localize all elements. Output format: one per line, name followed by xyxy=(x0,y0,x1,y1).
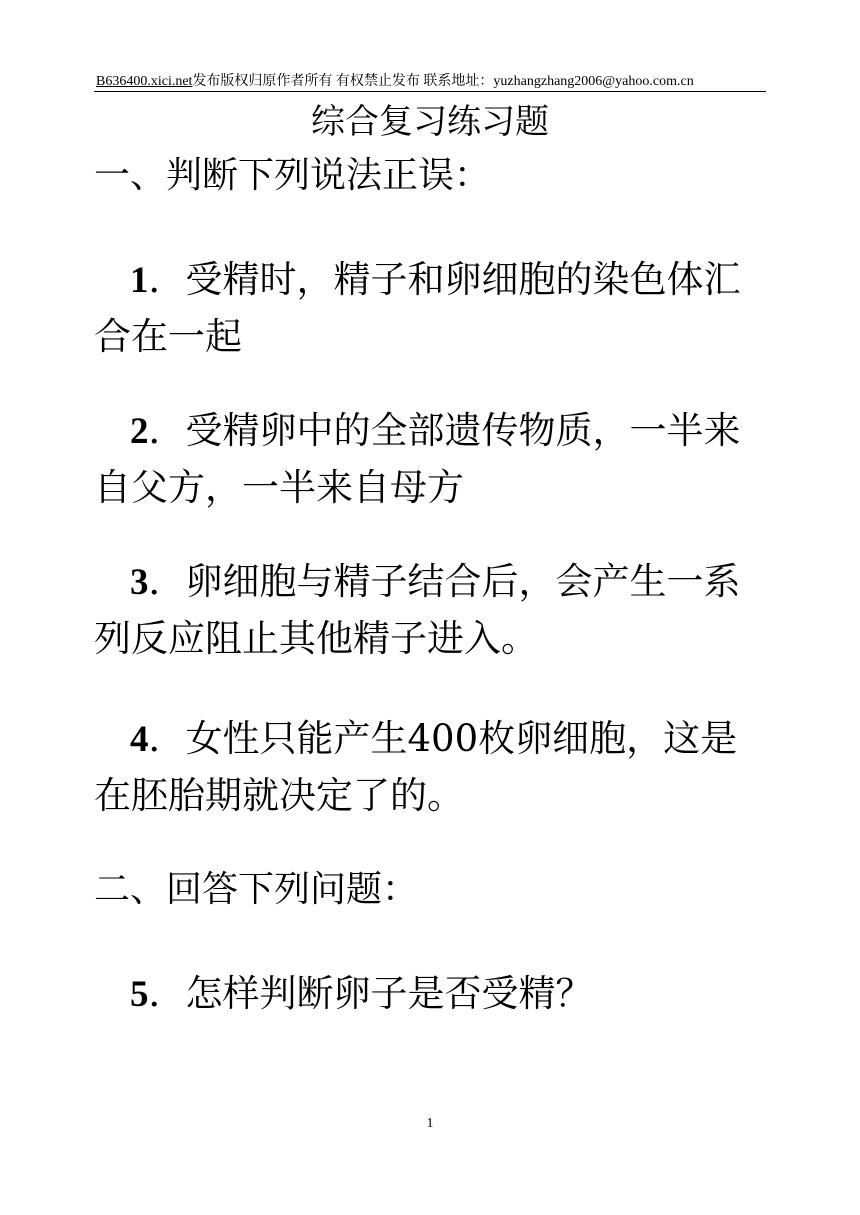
header-source-link[interactable]: B636400.xici.net xyxy=(96,74,193,89)
header-divider xyxy=(94,91,766,92)
question-number: 3 xyxy=(130,562,149,603)
question-text: ．受精时，精子和卵细胞的染色体汇合在一起 xyxy=(94,258,741,358)
question-number: 1 xyxy=(130,260,149,301)
question-1 xyxy=(94,252,770,365)
document-title: 综合复习练习题 xyxy=(311,102,549,142)
page-header xyxy=(96,72,766,92)
question-text: ．女性只能产生400枚卵细胞，这是在胚胎期就决定了的。 xyxy=(94,717,738,817)
question-text: ．怎样判断卵子是否受精？ xyxy=(148,972,593,1015)
question-number: 5 xyxy=(130,974,149,1015)
question-text: ．受精卵中的全部遗传物质，一半来自父方，一半来自母方 xyxy=(94,409,741,509)
page-number: 1 xyxy=(426,1116,434,1131)
question-text: ．卵细胞与精子结合后，会产生一系列反应阻止其他精子进入。 xyxy=(94,560,741,660)
question-number: 4 xyxy=(130,719,149,760)
section-heading-2: 二、回答下列问题： xyxy=(94,869,419,910)
question-3 xyxy=(94,554,770,667)
question-2 xyxy=(94,403,770,516)
question-4 xyxy=(94,711,770,824)
header-notice: 发布版权归原作者所有 有权禁止发布 联系地址：yuzhangzhang2006@yahoo.com.cn xyxy=(192,74,694,89)
question-5 xyxy=(94,966,770,1023)
question-number: 2 xyxy=(130,411,149,452)
section-heading-1: 一、判断下列说法正误： xyxy=(94,155,491,196)
